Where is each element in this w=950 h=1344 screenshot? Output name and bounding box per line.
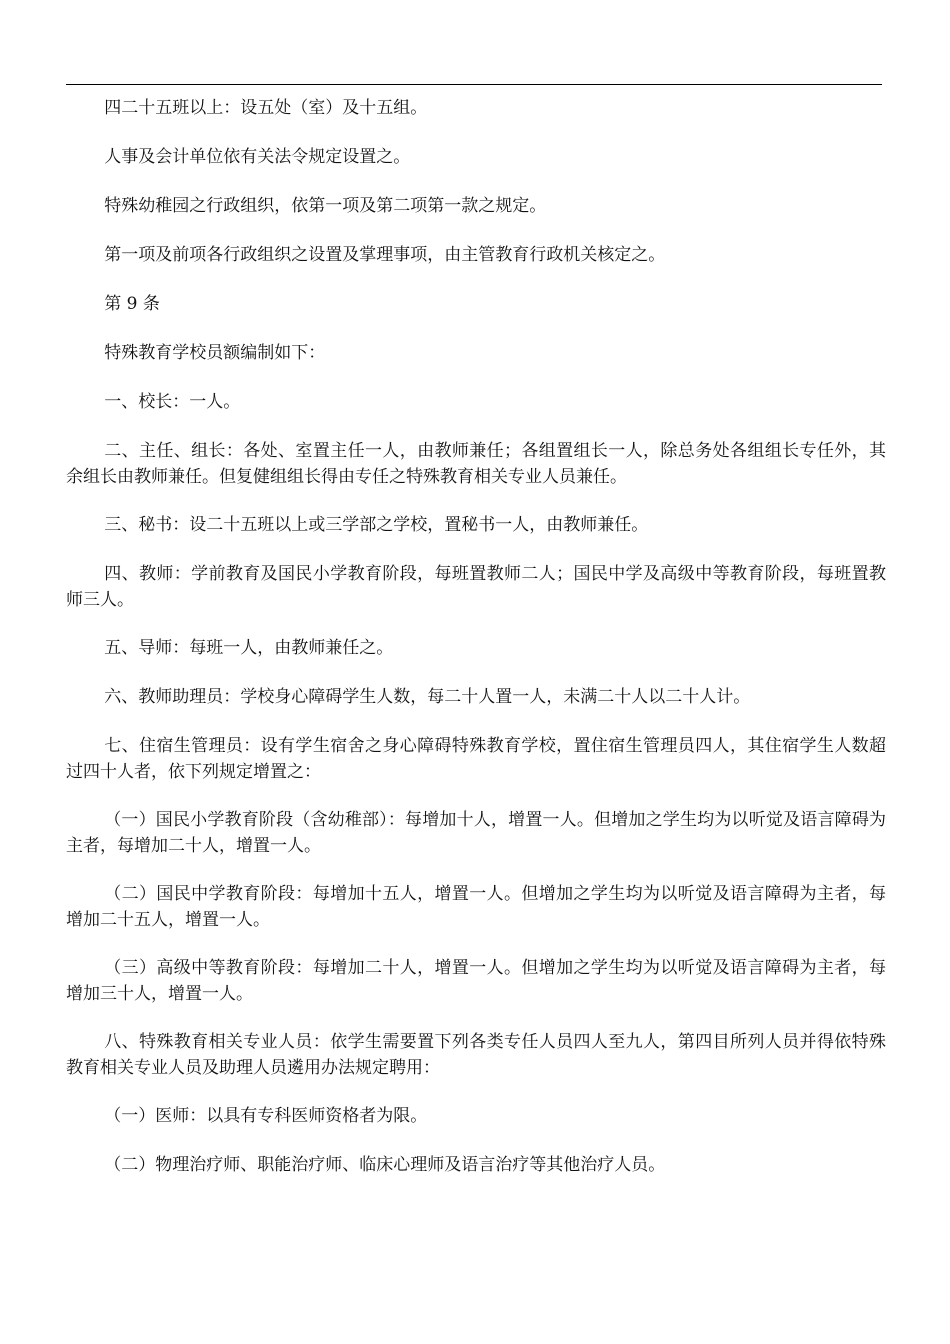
paragraph-1: 四二十五班以上：设五处（室）及十五组。: [104, 98, 428, 118]
item-mentors: 五、导师：每班一人，由教师兼任之。: [104, 638, 394, 658]
sub-item-junior: （二）国民中学教育阶段：每增加十五人，增置一人。但增加之学生均为以听觉及语言障碍为主者，每增加二十五人，增置一人。: [66, 884, 886, 930]
sub-item-primary: （一）国民小学教育阶段（含幼稚部）：每增加十人，增置一人。但增加之学生均为以听觉及语言障碍为主者，每增加二十人，增置一人。: [66, 810, 886, 856]
article-heading: 第 9 条: [104, 294, 160, 314]
header-rule: [66, 84, 882, 85]
sub-item-senior: （三）高级中等教育阶段：每增加二十人，增置一人。但增加之学生均为以听觉及语言障碍为主者，每增加三十人，增置一人。: [66, 958, 886, 1004]
paragraph-3: 特殊幼稚园之行政组织，依第一项及第二项第一款之规定。: [104, 196, 547, 216]
paragraph-2: 人事及会计单位依有关法令规定设置之。: [104, 147, 411, 167]
item-principal: 一、校长：一人。: [104, 392, 241, 412]
paragraph-4: 第一项及前项各行政组织之设置及掌理事项，由主管教育行政机关核定之。: [104, 245, 666, 265]
item-professionals: 八、特殊教育相关专业人员：依学生需要置下列各类专任人员四人至九人，第四目所列人员并得依特殊教育相关专业人员及助理人员遴用办法规定聘用：: [66, 1032, 886, 1078]
item-teachers: 四、教师：学前教育及国民小学教育阶段，每班置教师二人；国民中学及高级中等教育阶段，每班置教师三人。: [66, 564, 886, 610]
item-secretary: 三、秘书：设二十五班以上或三学部之学校，置秘书一人，由教师兼任。: [104, 515, 649, 535]
item-directors: 二、主任、组长：各处、室置主任一人，由教师兼任；各组置组长一人，除总务处各组组长专任外，其余组长由教师兼任。但复健组组长得由专任之特殊教育相关专业人员兼任。: [66, 441, 886, 487]
paragraph-intro: 特殊教育学校员额编制如下：: [104, 343, 326, 363]
sub-item-therapists: （二）物理治疗师、职能治疗师、临床心理师及语言治疗等其他治疗人员。: [104, 1155, 666, 1175]
sub-item-physicians: （一）医师：以具有专科医师资格者为限。: [104, 1106, 428, 1126]
document-body: [66, 95, 886, 1201]
item-dorm-managers: 七、住宿生管理员：设有学生宿舍之身心障碍特殊教育学校，置住宿生管理员四人，其住宿学生人数超过四十人者，依下列规定增置之：: [66, 736, 886, 782]
item-teaching-assistants: 六、教师助理员：学校身心障碍学生人数，每二十人置一人，未满二十人以二十人计。: [104, 687, 751, 707]
